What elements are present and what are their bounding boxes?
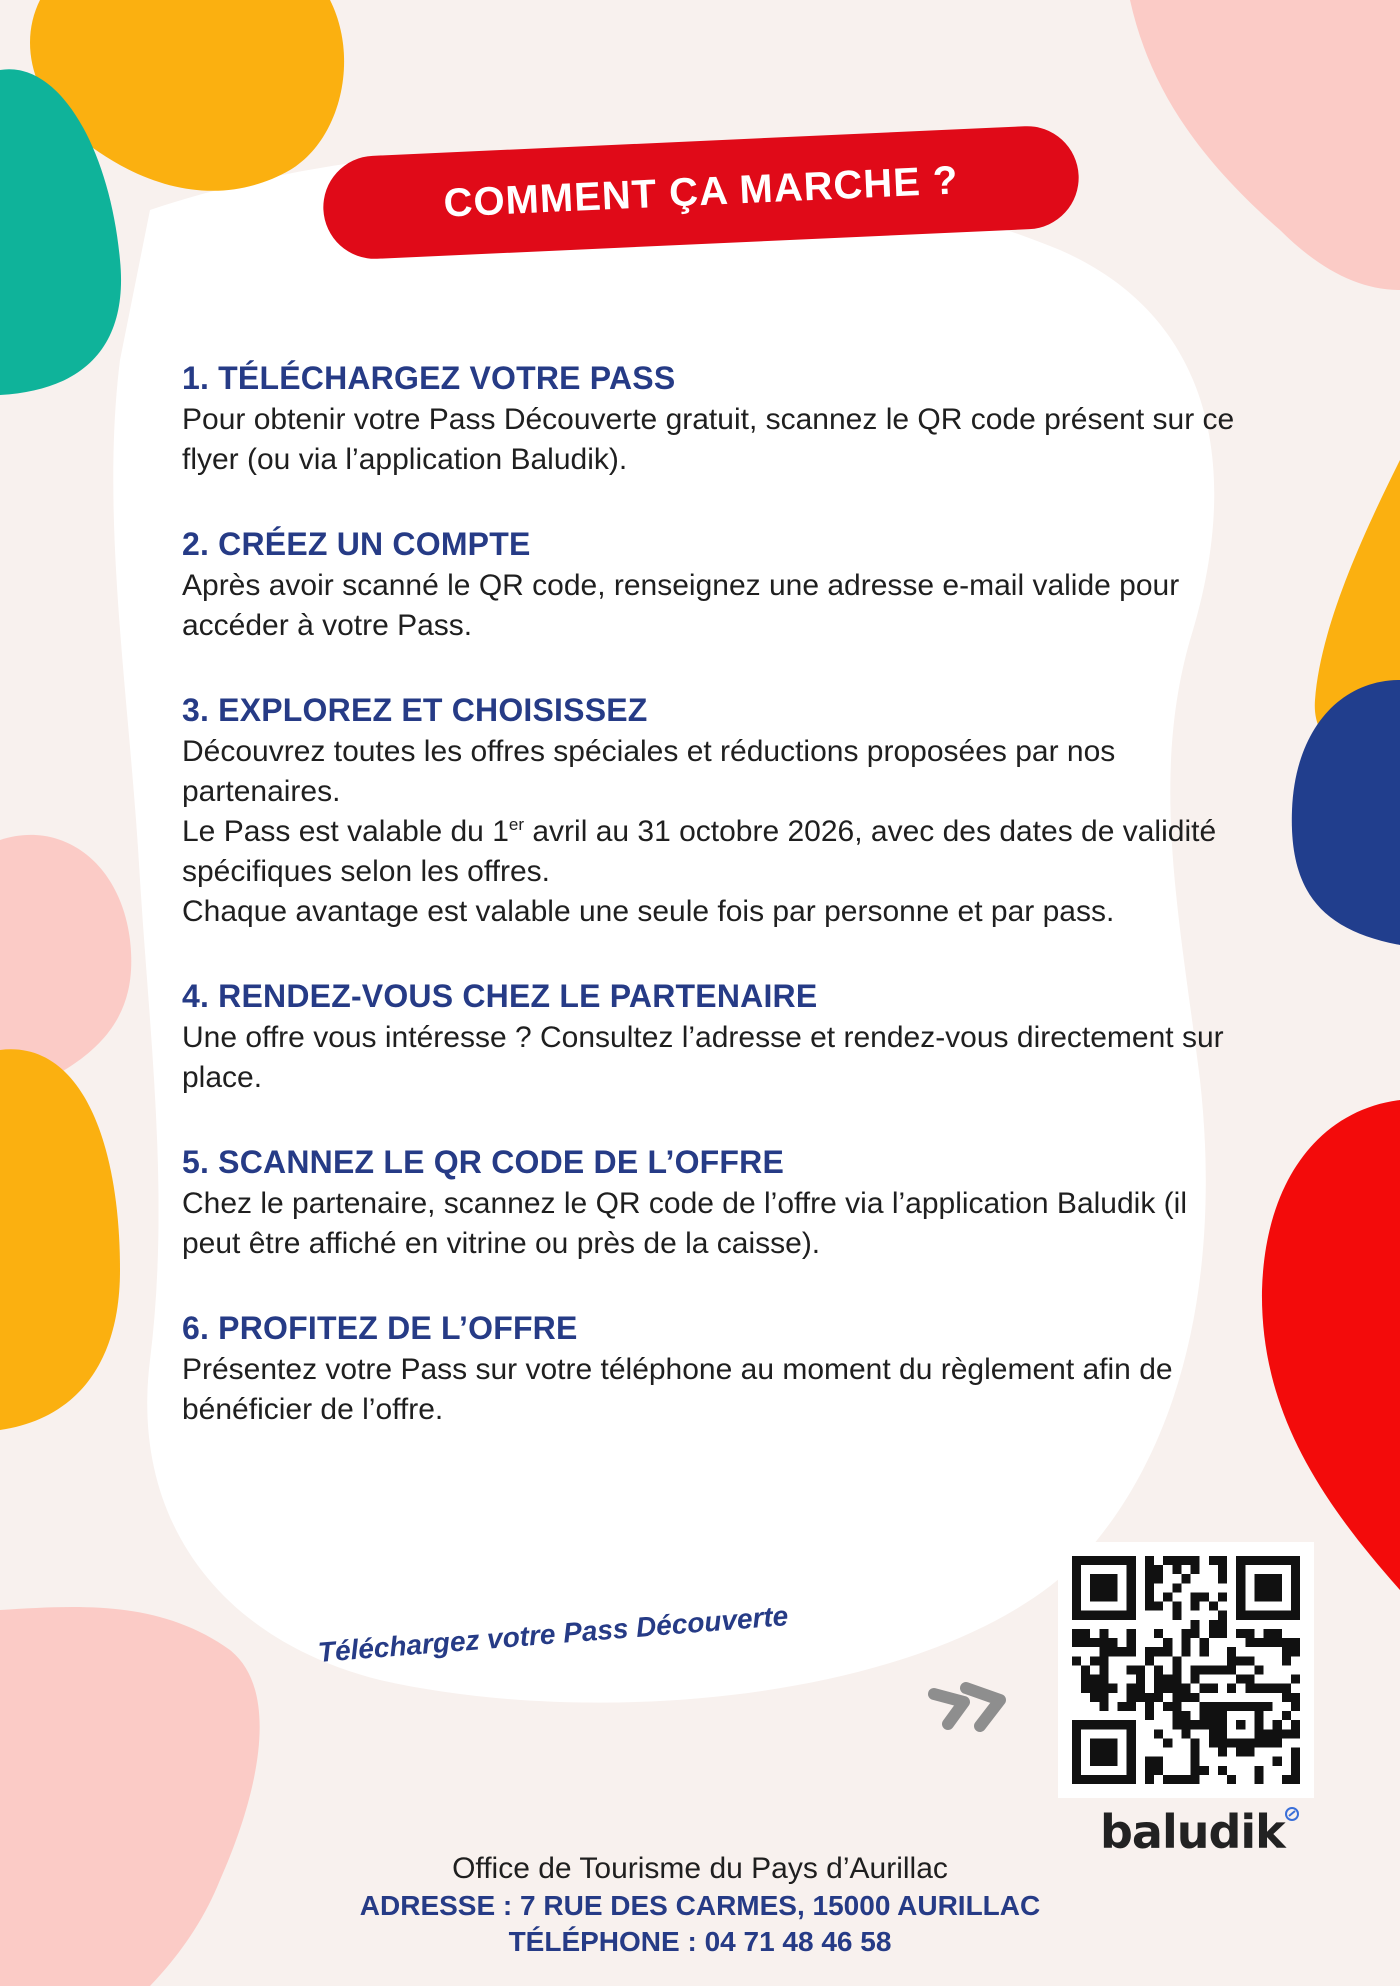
step-1 — [182, 358, 1242, 480]
step-title: 3. EXPLOREZ ET CHOISISSEZ — [182, 692, 648, 728]
validity-text-start: Le Pass est valable du 1 — [182, 815, 509, 848]
ordinal-superscript: er — [508, 815, 525, 834]
download-pass-cta[interactable]: Téléchargez votre Pass Découverte — [316, 1600, 790, 1668]
step-text — [182, 566, 1242, 646]
address: ADRESSE : 7 RUE DES CARMES, 15000 AURILLAC — [359, 1890, 1041, 1921]
qr-code-icon — [1072, 1556, 1300, 1784]
step-paragraph: Chez le partenaire, scannez le QR code de l’offre via l’application Baludik (il peut être affiché en vitrine ou près de la caisse). — [182, 1187, 1187, 1260]
step-6 — [182, 1308, 1242, 1430]
step-3 — [182, 690, 1242, 932]
step-text — [182, 1184, 1242, 1264]
logo-arrow-icon — [1285, 1807, 1299, 1821]
step-5 — [182, 1142, 1242, 1264]
step-2 — [182, 524, 1242, 646]
step-title: 1. TÉLÉCHARGEZ VOTRE PASS — [182, 360, 676, 396]
step-title: 2. CRÉEZ UN COMPTE — [182, 526, 531, 562]
step-4 — [182, 976, 1242, 1098]
qr-code[interactable] — [1058, 1542, 1314, 1798]
steps-list — [182, 358, 1242, 1474]
double-chevron-right-icon — [926, 1672, 1016, 1742]
step-title: 4. RENDEZ-VOUS CHEZ LE PARTENAIRE — [182, 978, 818, 1014]
step-text — [182, 1350, 1242, 1430]
step-paragraph — [182, 812, 1242, 892]
brand-wordmark: baludik — [1100, 1805, 1285, 1859]
step-paragraph: Pour obtenir votre Pass Découverte gratuit, scannez le QR code présent sur ce flyer (ou via l’application Baludik). — [182, 403, 1235, 476]
step-paragraph: Une offre vous intéresse ? Consultez l’adresse et rendez-vous directement sur place. — [182, 1021, 1224, 1094]
validity-text-end: avril au 31 octobre 2026, avec des dates de validité spécifiques selon les offres. — [182, 815, 1217, 888]
footer — [0, 1850, 1400, 1960]
organization-name: Office de Tourisme du Pays d’Aurillac — [452, 1852, 948, 1885]
step-title: 5. SCANNEZ LE QR CODE DE L’OFFRE — [182, 1144, 785, 1180]
step-paragraph: Chaque avantage est valable une seule fois par personne et par pass. — [182, 895, 1115, 928]
step-title: 6. PROFITEZ DE L’OFFRE — [182, 1310, 578, 1346]
step-text — [182, 732, 1242, 932]
step-paragraph: Présentez votre Pass sur votre téléphone au moment du règlement afin de bénéficier de l’offre. — [182, 1353, 1173, 1426]
step-paragraph: Découvrez toutes les offres spéciales et réductions proposées par nos partenaires. — [182, 735, 1116, 808]
step-paragraph: Après avoir scanné le QR code, renseignez une adresse e-mail valide pour accéder à votre Pass. — [182, 569, 1180, 642]
page-title: COMMENT ÇA MARCHE ? — [442, 158, 960, 226]
phone[interactable]: TÉLÉPHONE : 04 71 48 46 58 — [508, 1926, 892, 1957]
step-text — [182, 1018, 1242, 1098]
step-text — [182, 400, 1242, 480]
